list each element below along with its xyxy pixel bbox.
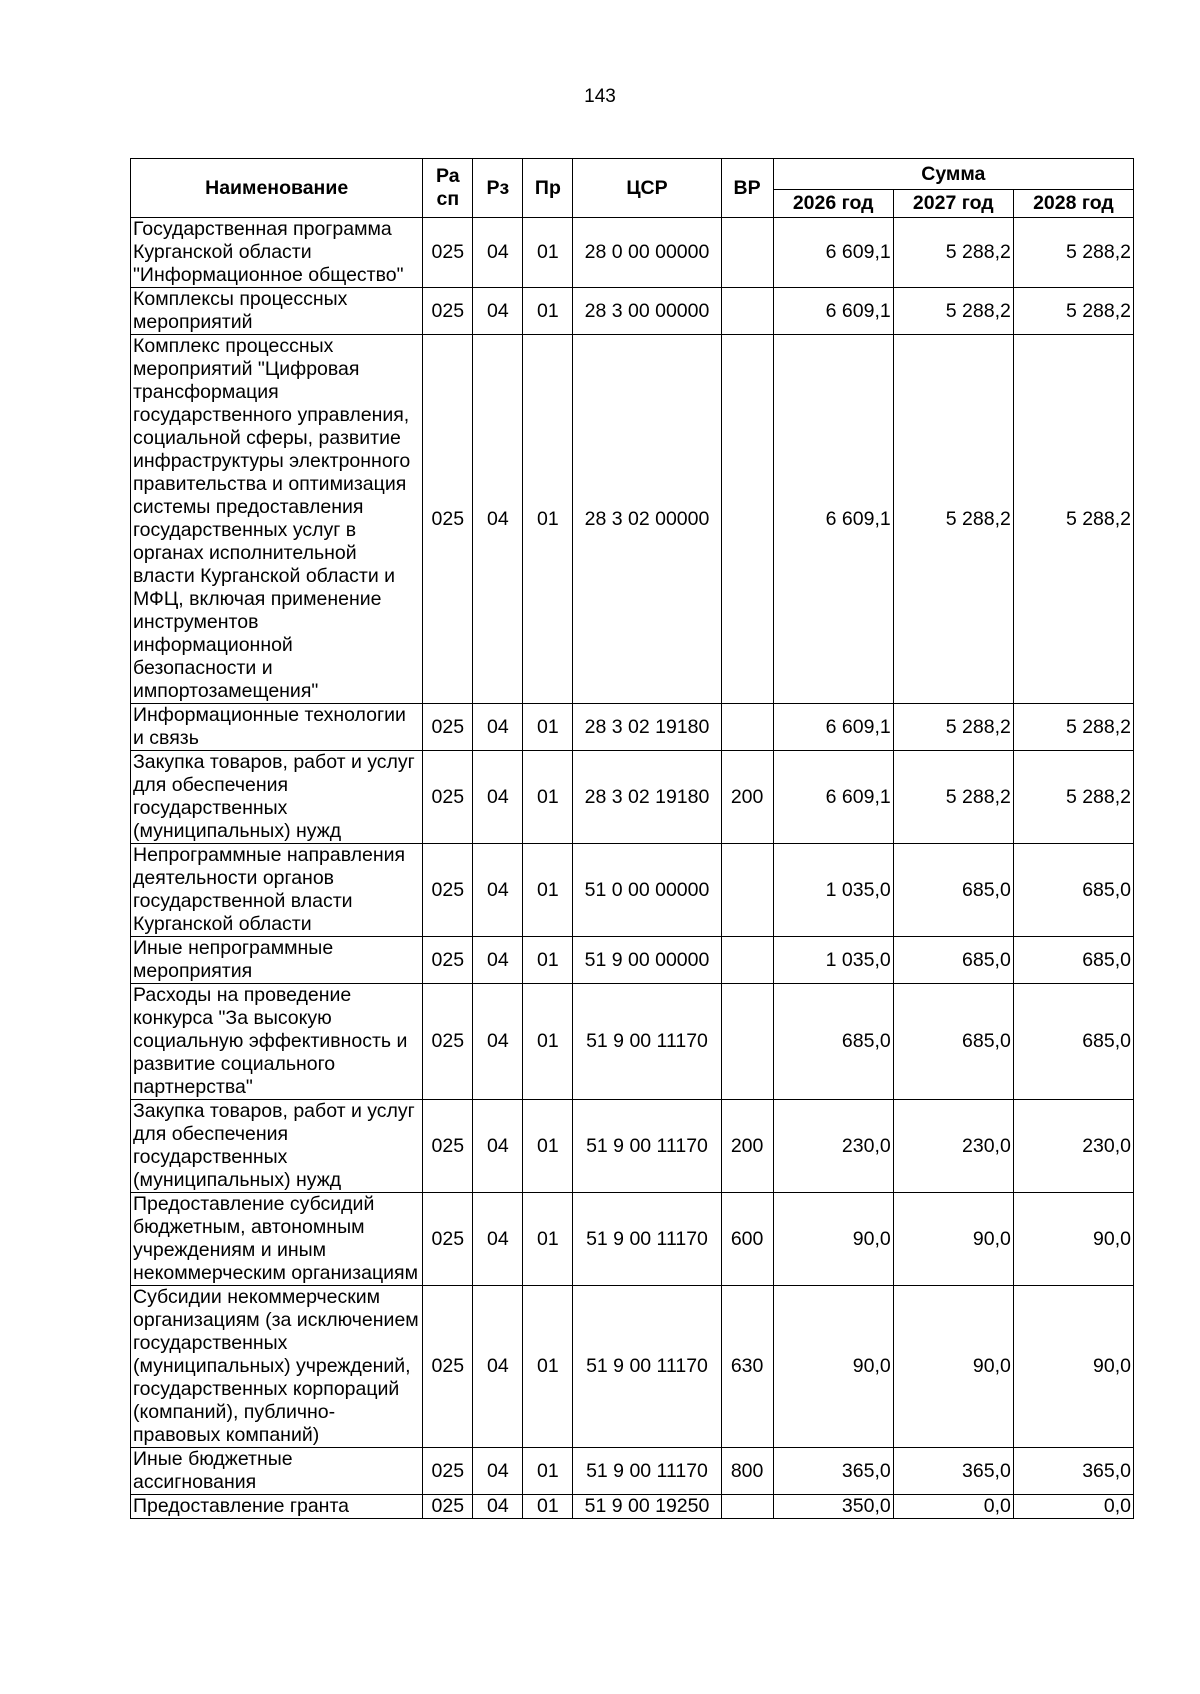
cell-rasp: 025 bbox=[423, 1495, 473, 1519]
cell-y2028: 685,0 bbox=[1013, 844, 1133, 937]
cell-pr: 01 bbox=[523, 218, 573, 288]
cell-rasp: 025 bbox=[423, 1448, 473, 1495]
cell-vr bbox=[721, 288, 773, 335]
cell-name: Иные бюджетные ассигнования bbox=[131, 1448, 423, 1495]
cell-rz: 04 bbox=[473, 1100, 523, 1193]
cell-vr: 200 bbox=[721, 751, 773, 844]
header-name: Наименование bbox=[131, 159, 423, 218]
cell-pr: 01 bbox=[523, 1193, 573, 1286]
table-row bbox=[131, 1495, 1134, 1519]
cell-pr: 01 bbox=[523, 704, 573, 751]
table-row bbox=[131, 1193, 1134, 1286]
cell-rz: 04 bbox=[473, 1193, 523, 1286]
cell-vr bbox=[721, 218, 773, 288]
cell-name: Субсидии некоммерческим организациям (за исключением государственных (муниципальных) учреждений, государственных корпораций (компаний), публично-правовых компаний) bbox=[131, 1286, 423, 1448]
table-row bbox=[131, 984, 1134, 1100]
header-pr: Пр bbox=[523, 159, 573, 218]
cell-csr: 28 3 02 19180 bbox=[573, 704, 721, 751]
cell-pr: 01 bbox=[523, 937, 573, 984]
cell-pr: 01 bbox=[523, 335, 573, 704]
cell-y2027: 685,0 bbox=[893, 984, 1013, 1100]
cell-y2028: 685,0 bbox=[1013, 984, 1133, 1100]
cell-rasp: 025 bbox=[423, 704, 473, 751]
cell-y2028: 230,0 bbox=[1013, 1100, 1133, 1193]
cell-name: Расходы на проведение конкурса "За высокую социальную эффективность и развитие социального партнерства" bbox=[131, 984, 423, 1100]
cell-rz: 04 bbox=[473, 288, 523, 335]
table-row bbox=[131, 844, 1134, 937]
cell-y2026: 6 609,1 bbox=[773, 704, 893, 751]
cell-y2028: 0,0 bbox=[1013, 1495, 1133, 1519]
cell-y2027: 0,0 bbox=[893, 1495, 1013, 1519]
cell-rz: 04 bbox=[473, 218, 523, 288]
cell-y2027: 5 288,2 bbox=[893, 704, 1013, 751]
cell-y2026: 1 035,0 bbox=[773, 937, 893, 984]
cell-y2026: 1 035,0 bbox=[773, 844, 893, 937]
cell-vr bbox=[721, 1495, 773, 1519]
cell-y2026: 685,0 bbox=[773, 984, 893, 1100]
cell-y2026: 6 609,1 bbox=[773, 751, 893, 844]
cell-name: Предоставление субсидий бюджетным, автономным учреждениям и иным некоммерческим организациям bbox=[131, 1193, 423, 1286]
table-row bbox=[131, 335, 1134, 704]
cell-y2028: 5 288,2 bbox=[1013, 704, 1133, 751]
cell-csr: 51 9 00 11170 bbox=[573, 1286, 721, 1448]
cell-vr bbox=[721, 335, 773, 704]
cell-y2028: 5 288,2 bbox=[1013, 218, 1133, 288]
cell-csr: 51 0 00 00000 bbox=[573, 844, 721, 937]
cell-pr: 01 bbox=[523, 751, 573, 844]
table-body bbox=[131, 218, 1134, 1519]
cell-y2027: 685,0 bbox=[893, 844, 1013, 937]
header-2026: 2026 год bbox=[773, 190, 893, 218]
cell-pr: 01 bbox=[523, 1100, 573, 1193]
cell-rasp: 025 bbox=[423, 335, 473, 704]
cell-rasp: 025 bbox=[423, 1100, 473, 1193]
cell-csr: 28 3 02 00000 bbox=[573, 335, 721, 704]
cell-y2027: 5 288,2 bbox=[893, 288, 1013, 335]
cell-csr: 28 3 00 00000 bbox=[573, 288, 721, 335]
cell-pr: 01 bbox=[523, 984, 573, 1100]
cell-csr: 28 3 02 19180 bbox=[573, 751, 721, 844]
header-rz: Рз bbox=[473, 159, 523, 218]
header-2027: 2027 год bbox=[893, 190, 1013, 218]
cell-y2028: 5 288,2 bbox=[1013, 751, 1133, 844]
cell-y2026: 90,0 bbox=[773, 1193, 893, 1286]
cell-pr: 01 bbox=[523, 844, 573, 937]
cell-name: Комплекс процессных мероприятий "Цифровая трансформация государственного управления, социальной сферы, развитие инфраструктуры электронного правительства и оптимизация системы предоставления государственных услуг в органах исполнительной власти Курганской области и МФЦ, включая применение инструментов информационной безопасности и импортозамещения" bbox=[131, 335, 423, 704]
cell-y2026: 90,0 bbox=[773, 1286, 893, 1448]
cell-y2028: 5 288,2 bbox=[1013, 288, 1133, 335]
cell-csr: 51 9 00 11170 bbox=[573, 1193, 721, 1286]
cell-y2027: 230,0 bbox=[893, 1100, 1013, 1193]
cell-name: Непрограммные направления деятельности органов государственной власти Курганской области bbox=[131, 844, 423, 937]
cell-rz: 04 bbox=[473, 937, 523, 984]
cell-rasp: 025 bbox=[423, 1286, 473, 1448]
header-vr: ВР bbox=[721, 159, 773, 218]
cell-pr: 01 bbox=[523, 1448, 573, 1495]
cell-csr: 28 0 00 00000 bbox=[573, 218, 721, 288]
header-sum: Сумма bbox=[773, 159, 1133, 190]
cell-csr: 51 9 00 19250 bbox=[573, 1495, 721, 1519]
cell-y2026: 365,0 bbox=[773, 1448, 893, 1495]
cell-y2028: 90,0 bbox=[1013, 1286, 1133, 1448]
cell-pr: 01 bbox=[523, 1495, 573, 1519]
cell-y2026: 230,0 bbox=[773, 1100, 893, 1193]
cell-name: Предоставление гранта bbox=[131, 1495, 423, 1519]
cell-y2027: 5 288,2 bbox=[893, 335, 1013, 704]
cell-y2026: 6 609,1 bbox=[773, 288, 893, 335]
cell-csr: 51 9 00 11170 bbox=[573, 1448, 721, 1495]
budget-table bbox=[130, 158, 1134, 1519]
table-row bbox=[131, 288, 1134, 335]
cell-rasp: 025 bbox=[423, 937, 473, 984]
cell-y2027: 685,0 bbox=[893, 937, 1013, 984]
cell-vr: 600 bbox=[721, 1193, 773, 1286]
table-row bbox=[131, 1286, 1134, 1448]
cell-rasp: 025 bbox=[423, 1193, 473, 1286]
cell-rasp: 025 bbox=[423, 844, 473, 937]
cell-y2027: 90,0 bbox=[893, 1193, 1013, 1286]
cell-y2027: 90,0 bbox=[893, 1286, 1013, 1448]
cell-name: Иные непрограммные мероприятия bbox=[131, 937, 423, 984]
cell-y2027: 5 288,2 bbox=[893, 218, 1013, 288]
cell-csr: 51 9 00 11170 bbox=[573, 1100, 721, 1193]
cell-rasp: 025 bbox=[423, 218, 473, 288]
cell-csr: 51 9 00 11170 bbox=[573, 984, 721, 1100]
cell-y2027: 365,0 bbox=[893, 1448, 1013, 1495]
header-2028: 2028 год bbox=[1013, 190, 1133, 218]
cell-vr bbox=[721, 984, 773, 1100]
cell-y2028: 90,0 bbox=[1013, 1193, 1133, 1286]
table-header bbox=[131, 159, 1134, 218]
header-rasp: Ра сп bbox=[423, 159, 473, 218]
cell-name: Закупка товаров, работ и услуг для обеспечения государственных (муниципальных) нужд bbox=[131, 751, 423, 844]
cell-rz: 04 bbox=[473, 844, 523, 937]
cell-vr: 630 bbox=[721, 1286, 773, 1448]
cell-name: Государственная программа Курганской области "Информационное общество" bbox=[131, 218, 423, 288]
cell-y2028: 365,0 bbox=[1013, 1448, 1133, 1495]
cell-y2028: 685,0 bbox=[1013, 937, 1133, 984]
cell-pr: 01 bbox=[523, 1286, 573, 1448]
cell-name: Информационные технологии и связь bbox=[131, 704, 423, 751]
table-row bbox=[131, 218, 1134, 288]
cell-y2027: 5 288,2 bbox=[893, 751, 1013, 844]
cell-rz: 04 bbox=[473, 1495, 523, 1519]
cell-rz: 04 bbox=[473, 1448, 523, 1495]
cell-y2026: 6 609,1 bbox=[773, 218, 893, 288]
table-row bbox=[131, 751, 1134, 844]
cell-rasp: 025 bbox=[423, 984, 473, 1100]
cell-rz: 04 bbox=[473, 704, 523, 751]
table-row bbox=[131, 1100, 1134, 1193]
cell-y2026: 350,0 bbox=[773, 1495, 893, 1519]
cell-vr bbox=[721, 937, 773, 984]
table-row bbox=[131, 937, 1134, 984]
cell-name: Закупка товаров, работ и услуг для обеспечения государственных (муниципальных) нужд bbox=[131, 1100, 423, 1193]
cell-rz: 04 bbox=[473, 335, 523, 704]
cell-vr: 800 bbox=[721, 1448, 773, 1495]
table-row bbox=[131, 704, 1134, 751]
cell-vr: 200 bbox=[721, 1100, 773, 1193]
cell-rz: 04 bbox=[473, 984, 523, 1100]
cell-y2028: 5 288,2 bbox=[1013, 335, 1133, 704]
cell-vr bbox=[721, 844, 773, 937]
cell-name: Комплексы процессных мероприятий bbox=[131, 288, 423, 335]
cell-y2026: 6 609,1 bbox=[773, 335, 893, 704]
cell-rasp: 025 bbox=[423, 288, 473, 335]
page-number: 143 bbox=[584, 86, 616, 107]
cell-csr: 51 9 00 00000 bbox=[573, 937, 721, 984]
header-csr: ЦСР bbox=[573, 159, 721, 218]
cell-rasp: 025 bbox=[423, 751, 473, 844]
table-row bbox=[131, 1448, 1134, 1495]
cell-rz: 04 bbox=[473, 751, 523, 844]
cell-rz: 04 bbox=[473, 1286, 523, 1448]
cell-vr bbox=[721, 704, 773, 751]
cell-pr: 01 bbox=[523, 288, 573, 335]
